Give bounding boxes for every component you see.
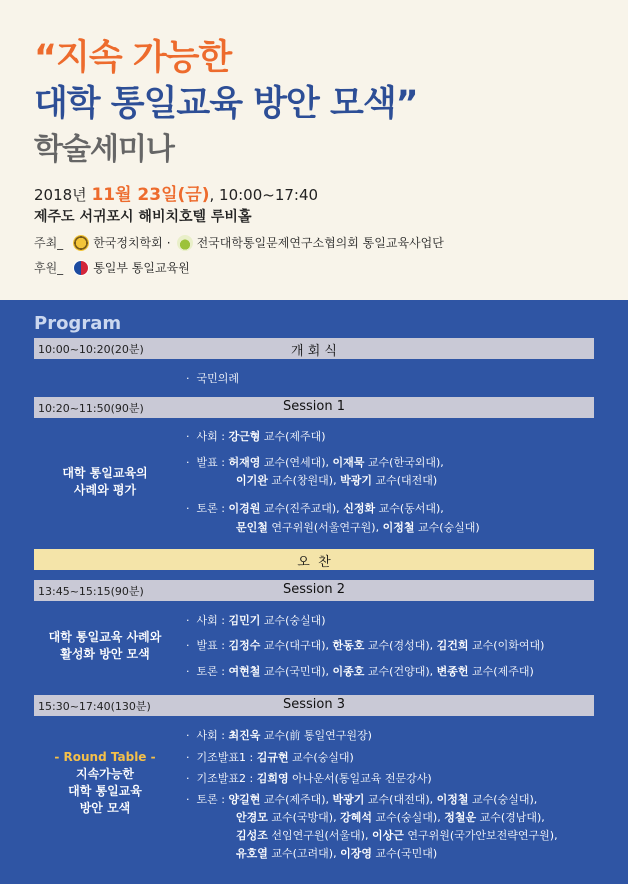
session1-bar: 10:20~11:50(90분) Session 1 bbox=[34, 397, 594, 418]
ministry-logo-icon bbox=[73, 260, 89, 276]
session3-discussants-cont2: 김성조 선임연구원(서울대), 이상근 연구위원(국가안보전략연구원), bbox=[236, 829, 558, 842]
opening-bar: 10:00~10:20(20분) 개 회 식 bbox=[34, 338, 594, 359]
session3-keynote1: · 기조발표1 : 김규현 교수(숭실대) bbox=[186, 751, 354, 764]
session2-theme: 대학 통일교육 사례와 활성화 방안 모색 bbox=[48, 630, 162, 661]
header-area bbox=[0, 0, 628, 300]
session3-discussants-cont1: 안경모 교수(국방대), 강혜석 교수(숭실대), 정철운 교수(경남대), bbox=[236, 811, 545, 824]
session3-theme: - Round Table - 지속가능한 대학 통일교육 방안 모색 bbox=[54, 750, 156, 815]
session2-discussants: · 토론 : 여현철 교수(국민대), 이종호 교수(건양대), 변종헌 교수(제주대) bbox=[186, 665, 534, 678]
session3-keynote2: · 기조발표2 : 김희영 아나운서(통일교육 전문강사) bbox=[186, 772, 432, 785]
session3-discussants: · 토론 : 양길현 교수(제주대), 박광기 교수(대전대), 이정철 교수(숭실대), bbox=[186, 793, 538, 806]
session1-moderator: · 사회 : 강근형 교수(제주대) bbox=[186, 430, 326, 443]
session3-bar: 15:30~17:40(130분) Session 3 bbox=[34, 695, 594, 716]
title-line-1: “지속 가능한 bbox=[34, 38, 232, 78]
session3-discussants-cont3: 유호열 교수(고려대), 이장영 교수(국민대) bbox=[236, 847, 438, 860]
title-line-3: 학술세미나 bbox=[34, 132, 174, 167]
host-row: 주최_ 한국정치학회 · 전국대학통일문제연구소협의회 통일교육사업단 bbox=[34, 235, 444, 250]
session1-discussants: · 토론 : 이경원 교수(진주교대), 신정화 교수(동서대), bbox=[186, 502, 444, 515]
session2-moderator: · 사회 : 김민기 교수(숭실대) bbox=[186, 614, 326, 627]
session1-theme: 대학 통일교육의 사례와 평가 bbox=[62, 466, 148, 497]
title-line-2: 대학 통일교육 방안 모색” bbox=[34, 84, 418, 124]
kpsa-logo-icon bbox=[73, 235, 89, 251]
session3-moderator: · 사회 : 최진욱 교수(前 통일연구원장) bbox=[186, 729, 372, 742]
program-title: Program bbox=[34, 313, 122, 334]
sponsor-row: 후원_ 통일부 통일교육원 bbox=[34, 261, 190, 275]
session1-presenters: · 발표 : 허재영 교수(연세대), 이재묵 교수(한국외대), bbox=[186, 456, 444, 469]
council-logo-icon bbox=[177, 235, 193, 251]
event-date: 2018년 11월 23일(금), 10:00~17:40 bbox=[34, 185, 319, 205]
session2-presenters: · 발표 : 김정수 교수(대구대), 한동호 교수(경성대), 김건희 교수(이화여대) bbox=[186, 639, 545, 652]
lunch-bar: 오 찬 bbox=[34, 549, 594, 570]
session1-presenters-cont: 이기완 교수(창원대), 박광기 교수(대전대) bbox=[236, 474, 438, 487]
opening-item: · 국민의례 bbox=[186, 372, 240, 385]
event-venue: 제주도 서귀포시 해비치호텔 루비홀 bbox=[34, 209, 252, 225]
session2-bar: 13:45~15:15(90분) Session 2 bbox=[34, 580, 594, 601]
session1-discussants-cont: 문인철 연구위원(서울연구원), 이정철 교수(숭실대) bbox=[236, 521, 480, 534]
